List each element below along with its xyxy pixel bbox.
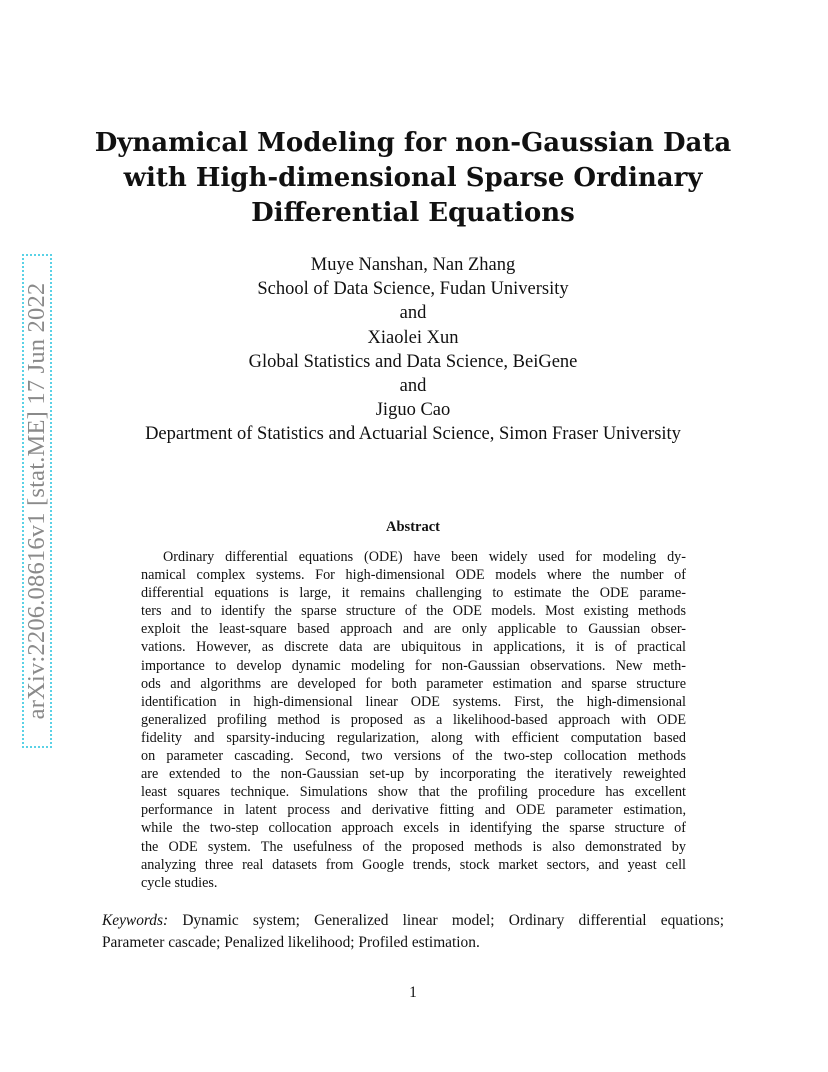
abstract-line: Ordinary differential equations (ODE) have been widely used for modeling dy- [163, 549, 686, 565]
abstract-line: fidelity and sparsity-inducing regularization, along with efficient computation based [141, 729, 686, 746]
abstract-line: performance in latent process and derivative fitting and ODE parameter estimation, [141, 802, 686, 819]
abstract-line: vations. However, as discrete data are ubiquitous in applications, it is of practical [141, 639, 686, 656]
abstract-line: importance to develop dynamic modeling for non-Gaussian observations. New meth- [141, 657, 686, 674]
abstract-line: cycle studies. [141, 874, 218, 891]
abstract-line: identification in high-dimensional linear ODE systems. First, the high-dimensional [141, 693, 686, 710]
abstract-line: differential equations is large, it remains challenging to estimate the ODE parame- [141, 585, 686, 602]
author-names: Muye Nanshan, Nan Zhang [310, 255, 516, 275]
abstract-heading: Abstract [386, 519, 440, 535]
abstract-line: generalized profiling method is proposed as a likelihood-based approach with ODE [141, 711, 686, 728]
abstract-line: on parameter cascading. Second, two versions of the two-step collocation methods [141, 748, 686, 765]
abstract-line: while the two-step collocation approach excels in identifying the sparse structure of [141, 820, 686, 837]
abstract-line: namical complex systems. For high-dimensional ODE models where the number of [141, 567, 686, 584]
abstract-line: ods and algorithms are developed for both parameter estimation and sparse structure [141, 675, 686, 692]
abstract-line: exploit the least-square based approach and are only applicable to Gaussian obser- [141, 621, 686, 638]
title-line: with High-dimensional Sparse Ordinary [123, 163, 703, 193]
author-names: Xiaolei Xun [367, 327, 459, 348]
keywords-text: Dynamic system; Generalized linear model; Ordinary differential equations; [182, 912, 724, 929]
abstract-line: the ODE system. The usefulness of the proposed methods is also demonstrated by [141, 838, 686, 855]
abstract-line: least squares technique. Simulations show that the profiling procedure has excellent [141, 784, 686, 801]
abstract-line: ters and to identify the sparse structure of the ODE models. Most existing methods [141, 603, 686, 620]
keywords-line [102, 910, 724, 932]
page-number: 1 [409, 984, 417, 1001]
author-names: Jiguo Cao [375, 400, 451, 421]
keywords-line: Parameter cascade; Penalized likelihood; Profiled estimation. [102, 934, 480, 951]
abstract-body [141, 548, 686, 892]
author-block [90, 253, 736, 447]
title-line: Dynamical Modeling for non-Gaussian Data [94, 128, 732, 158]
keywords-block [102, 910, 724, 954]
author-separator: and [399, 303, 427, 324]
paper-title [90, 126, 736, 231]
arxiv-identifier[interactable]: arXiv:2206.08616v1 [stat.ME] 17 Jun 2022 [23, 282, 50, 720]
author-separator: and [399, 376, 427, 397]
author-affiliation: School of Data Science, Fudan University [257, 279, 569, 300]
abstract-line: are extended to the non-Gaussian set-up by incorporating the iteratively reweighted [141, 766, 686, 783]
title-line: Differential Equations [251, 198, 575, 228]
abstract-line: analyzing three real datasets from Google trends, stock market sectors, and yeast cell [141, 856, 686, 873]
author-affiliation: Global Statistics and Data Science, BeiGene [248, 351, 578, 372]
author-affiliation: Department of Statistics and Actuarial Science, Simon Fraser University [145, 424, 681, 445]
keywords-label: Keywords: [102, 912, 169, 929]
